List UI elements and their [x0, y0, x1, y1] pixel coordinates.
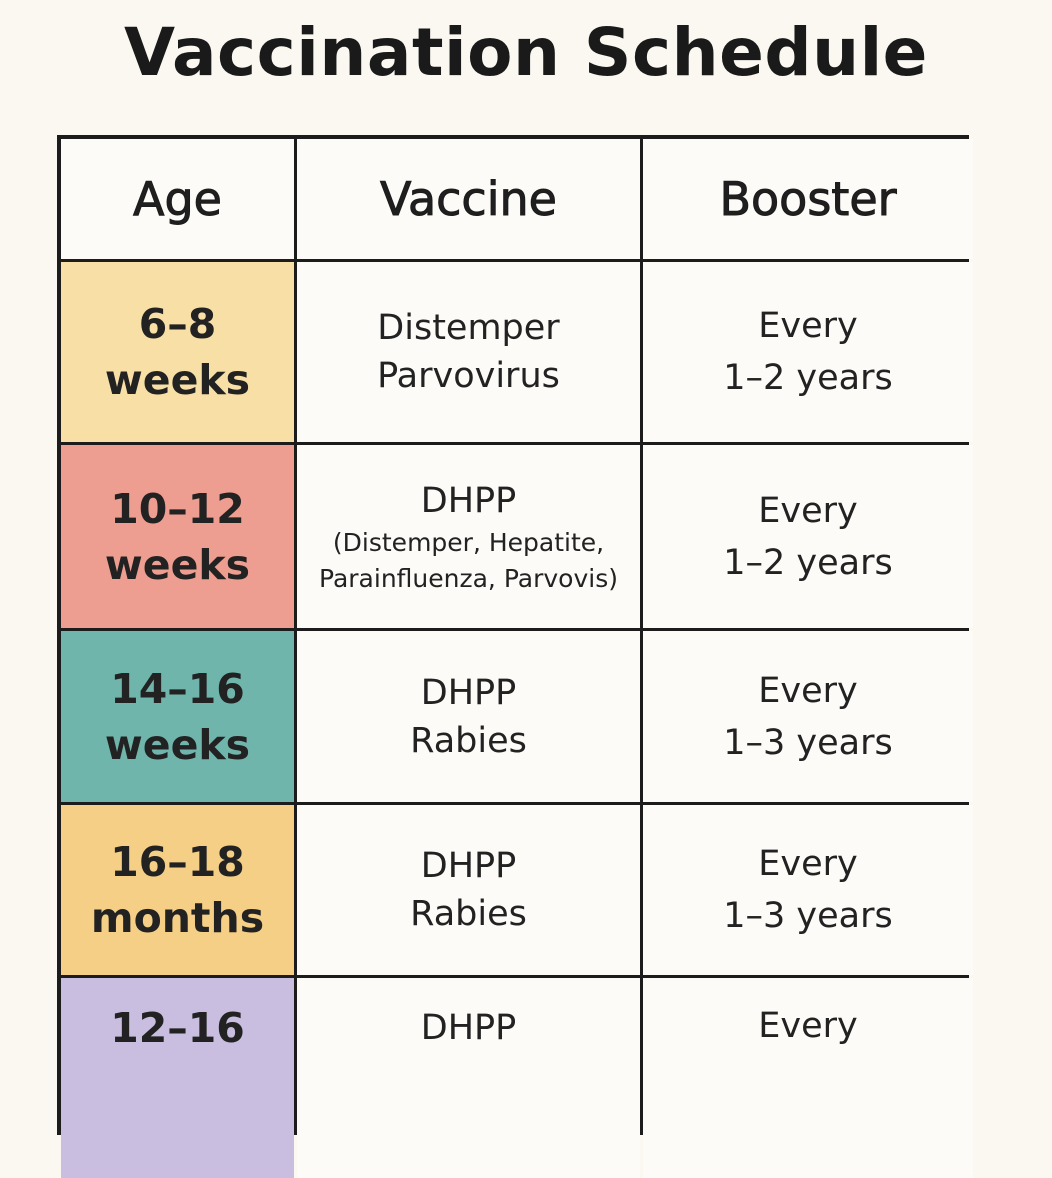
vaccine-cell: [297, 631, 640, 802]
header-booster: Booster: [643, 139, 973, 259]
age-unit: weeks: [104, 540, 251, 589]
vaccine-name: Rabies: [410, 894, 527, 934]
vaccine-name: DHPP: [420, 672, 517, 713]
vaccine-cell: [297, 262, 640, 442]
vaccine-cell: [297, 445, 640, 628]
vaccine-name: DHPP: [420, 480, 517, 521]
age-unit: weeks: [104, 720, 251, 769]
header-vaccine: Vaccine: [297, 139, 640, 259]
age-cell: [61, 805, 294, 975]
booster-interval: 1–3 years: [723, 722, 893, 763]
header-age: Age: [61, 139, 294, 259]
booster-cell: [643, 262, 973, 442]
age-cell: [61, 631, 294, 802]
booster-cell: [643, 805, 973, 975]
vaccine-cell: [297, 805, 640, 975]
age-unit: weeks: [104, 356, 251, 404]
booster-cell: [643, 445, 973, 628]
age-range: 12–16: [110, 1004, 245, 1052]
vaccine-detail: Parainfluenza, Parvovis): [319, 563, 618, 593]
vaccination-table: [57, 135, 969, 1135]
booster-label: Every: [758, 490, 858, 531]
age-range: 14–16: [110, 664, 245, 713]
age-range: 6–8: [138, 300, 217, 348]
vaccine-name: Rabies: [410, 720, 527, 761]
booster-interval: 1–2 years: [723, 542, 893, 583]
booster-interval: 1–2 years: [723, 358, 893, 398]
age-unit: months: [90, 894, 265, 942]
age-cell: [61, 445, 294, 628]
booster-label: Every: [758, 844, 858, 884]
vaccine-cell: [297, 978, 640, 1178]
vaccine-detail: (Distemper, Hepatite,: [332, 527, 605, 557]
age-range: 10–12: [110, 484, 245, 533]
booster-cell: [643, 631, 973, 802]
vaccine-name: DHPP: [420, 1008, 517, 1048]
vaccine-name: DHPP: [420, 846, 517, 886]
age-range: 16–18: [110, 838, 245, 886]
page-title: Vaccination Schedule: [124, 14, 928, 91]
age-cell: [61, 978, 294, 1178]
booster-label: Every: [758, 306, 858, 346]
booster-cell: [643, 978, 973, 1178]
booster-label: Every: [758, 1006, 858, 1046]
booster-label: Every: [758, 670, 858, 711]
booster-interval: 1–3 years: [723, 896, 893, 936]
age-cell: [61, 262, 294, 442]
vaccine-name: Parvovirus: [377, 356, 560, 396]
vaccine-name: Distemper: [377, 308, 560, 348]
